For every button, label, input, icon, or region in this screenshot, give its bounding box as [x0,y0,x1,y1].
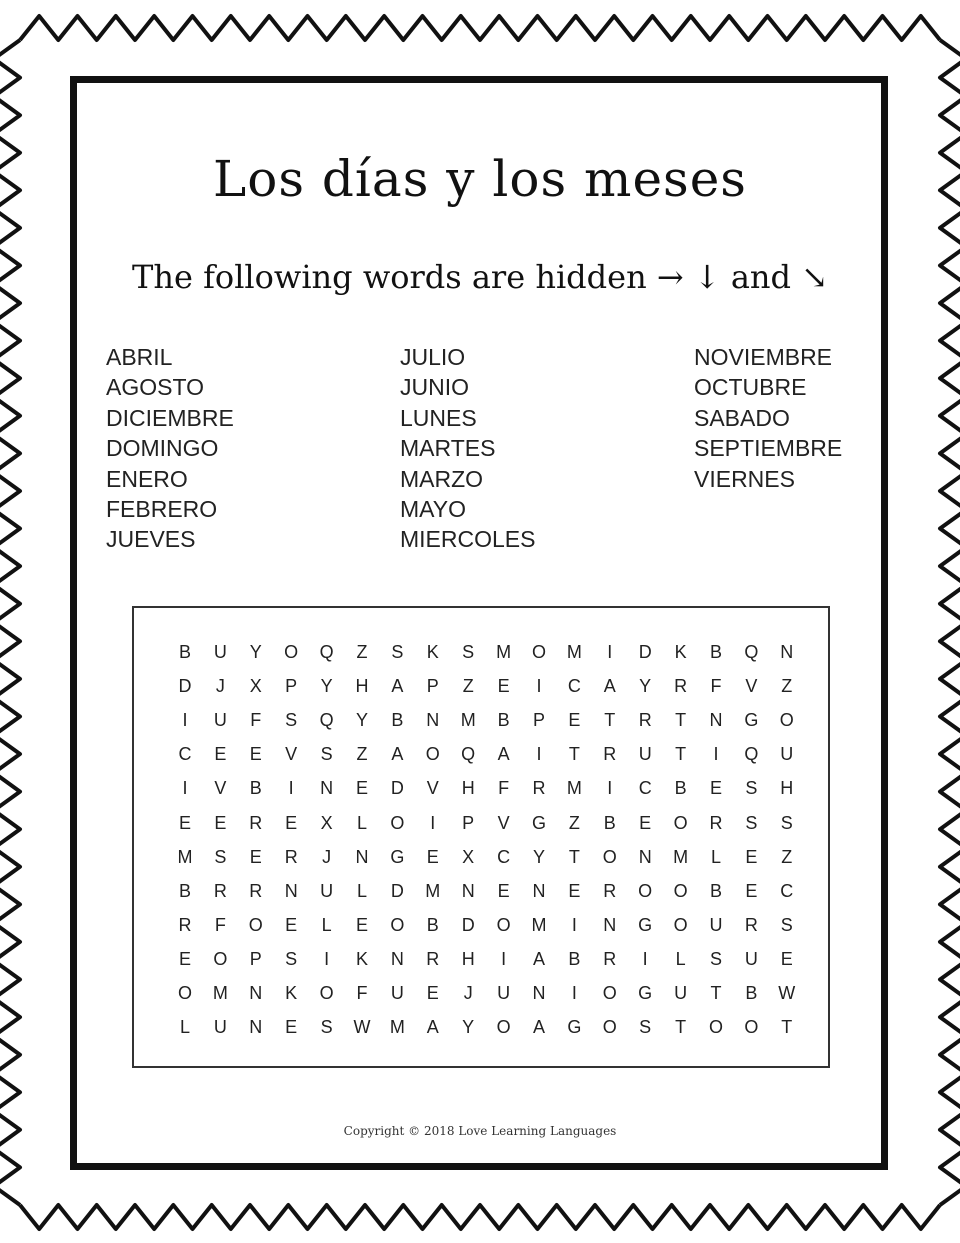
grid-letter: Y [249,642,262,662]
grid-letter: F [214,914,226,935]
grid-letter: A [391,676,404,697]
grid-letter: E [745,880,758,901]
grid-letter: Y [639,676,652,697]
grid-letter: Y [320,676,333,697]
grid-letter: L [356,880,367,901]
grid-letter: O [496,914,511,935]
word-list-item: AGOSTO [106,374,204,401]
grid-letter: E [178,948,191,969]
grid-letter: O [602,1017,617,1038]
word-list-item: NOVIEMBRE [694,344,833,370]
grid-letter: N [426,710,440,731]
grid-letter: X [249,676,262,697]
grid-letter: Q [461,744,476,765]
grid-letter: B [603,812,616,833]
zigzag-edge [20,16,940,40]
grid-letter: C [780,880,794,901]
word-list-item: VIERNES [694,465,795,492]
grid-letter: U [780,744,794,765]
grid-letter: P [462,812,475,833]
grid-letter: X [320,812,333,833]
grid-letter: O [673,880,688,901]
grid-letter: T [604,710,616,731]
grid-letter: Q [319,642,334,662]
page-title: Los días y los meses [213,150,747,208]
grid-letter: H [780,778,794,799]
grid-letter: K [285,983,298,1003]
grid-letter: Q [319,710,334,731]
word-list-item: LUNES [400,404,477,431]
grid-letter: R [284,846,298,867]
grid-letter: O [390,914,405,935]
grid-letter: J [463,983,473,1003]
grid-letter: C [567,676,581,697]
grid-letter: B [745,983,758,1003]
grid-letter: Z [781,846,793,867]
grid-letter: N [249,1017,263,1038]
grid-letter: S [320,1017,333,1038]
grid-letter: W [353,1017,371,1038]
grid-letter: I [501,948,507,969]
grid-letter: I [182,710,188,731]
grid-letter: S [285,948,298,969]
word-list-column-3 [694,342,842,494]
grid-letter: E [497,880,510,901]
grid-letter: P [532,710,545,731]
grid-letter: R [603,880,617,901]
grid-letter: V [214,778,227,799]
grid-letter: U [213,710,227,731]
grid-letter: I [713,744,719,765]
grid-letter: S [320,744,333,765]
grid-letter: E [355,914,368,935]
grid-letter: M [496,642,512,662]
grid-letter: T [675,744,687,765]
grid-letter: G [567,1017,582,1038]
grid-letter: I [324,948,330,969]
grid-letter: M [460,710,476,731]
grid-letter: O [390,812,405,833]
grid-letter: O [213,948,228,969]
grid-letter: G [638,914,653,935]
grid-letter: U [638,744,652,765]
grid-letter: C [638,778,652,799]
grid-letter: I [536,676,542,697]
grid-letter: O [602,846,617,867]
grid-letter: M [389,1017,405,1038]
grid-letter: S [780,914,793,935]
grid-letter: T [710,983,722,1003]
grid-letter: M [177,846,193,867]
grid-letter: M [566,778,582,799]
grid-letter: M [212,983,228,1003]
grid-letter: B [178,642,191,662]
grid-letter: X [462,846,475,867]
word-list-item: DICIEMBRE [106,404,234,431]
grid-letter: E [249,846,262,867]
grid-letter: N [709,710,723,731]
grid-letter: E [497,676,510,697]
word-list-item: DOMINGO [106,435,219,462]
grid-letter: E [285,914,298,935]
grid-letter: I [571,914,577,935]
grid-letter: E [568,710,581,731]
grid-letter: I [288,778,294,799]
grid-letter: O [779,710,794,731]
grid-letter: R [674,676,688,697]
grid-letter: N [355,846,369,867]
grid-letter: P [249,948,262,969]
grid-letter: E [780,948,793,969]
grid-letter: L [675,948,686,969]
grid-letter: O [248,914,263,935]
grid-letter: N [638,846,652,867]
grid-letter: M [531,914,547,935]
grid-letter: H [461,948,475,969]
grid-letter: U [709,914,723,935]
grid-letter: K [355,948,368,969]
grid-letter: B [674,778,687,799]
grid-letter: F [250,710,262,731]
grid-letter: D [390,880,404,901]
grid-letter: I [607,778,613,799]
grid-letter: Q [744,642,759,662]
grid-letter: K [674,642,687,662]
grid-letter: L [321,914,332,935]
grid-letter: E [285,1017,298,1038]
grid-letter: W [778,983,796,1003]
grid-letter: B [426,914,439,935]
grid-letter: N [320,778,334,799]
word-list-item: SEPTIEMBRE [694,435,843,462]
grid-letter: Z [462,676,474,697]
instructions: The following words are hidden → ↓ and ↘ [132,258,828,296]
grid-letter: F [356,983,368,1003]
grid-letter: R [744,914,758,935]
grid-letter: E [745,846,758,867]
zigzag-edge [0,40,20,1205]
grid-letter: Y [462,1017,475,1038]
grid-letter: O [602,983,617,1003]
grid-letter: D [178,676,192,697]
word-list-item: JULIO [400,344,466,370]
zigzag-edge [20,1205,940,1229]
word-list-column-2 [400,342,535,555]
word-list-item: MARTES [400,435,496,462]
grid-letter: N [603,914,617,935]
grid-letter: A [391,744,404,765]
grid-letter: R [709,812,723,833]
grid-letter: D [390,778,404,799]
word-list-item: MIERCOLES [400,526,536,553]
grid-letter: Y [532,846,545,867]
grid-letter: E [249,744,262,765]
grid-letter: R [426,948,440,969]
grid-letter: N [461,880,475,901]
grid-letter: S [745,812,758,833]
word-list-item: ENERO [106,465,188,492]
grid-letter: L [356,812,367,833]
grid-letter: R [532,778,546,799]
grid-letter: E [285,812,298,833]
grid-letter: E [214,744,227,765]
grid-letter: N [532,983,546,1003]
grid-letter: H [461,778,475,799]
word-list-item: JUEVES [106,526,196,553]
grid-letter: K [426,642,439,662]
grid-letter: V [497,812,510,833]
grid-letter: O [638,880,653,901]
grid-letter: J [215,676,225,697]
grid-letter: N [390,948,404,969]
zigzag-edge [940,40,960,1205]
grid-letter: L [179,1017,190,1038]
grid-letter: O [177,983,192,1003]
grid-letter: S [745,778,758,799]
grid-letter: R [249,880,263,901]
grid-letter: Q [744,744,759,765]
word-list-item: SABADO [694,404,790,431]
grid-letter: R [638,710,652,731]
grid-letter: V [745,676,758,697]
grid-letter: M [673,846,689,867]
grid-letter: J [322,846,332,867]
grid-letter: S [462,642,475,662]
grid-letter: T [675,1017,687,1038]
grid-letter: Y [355,710,368,731]
grid-letter: T [568,744,580,765]
grid-letter: M [425,880,441,901]
grid-letter: S [639,1017,652,1038]
grid-letter: U [213,642,227,662]
grid-letter: A [426,1017,439,1038]
grid-letter: E [709,778,722,799]
grid-letter: P [285,676,298,697]
grid-letter: C [178,744,192,765]
grid-letter: G [638,983,653,1003]
grid-letter: F [498,778,510,799]
grid-letter: R [213,880,227,901]
grid-letter: N [284,880,298,901]
word-list-item: FEBRERO [106,496,218,523]
copyright-text: Copyright © 2018 Love Learning Languages [343,1124,617,1138]
grid-letter: U [674,983,688,1003]
grid-letter: I [642,948,648,969]
grid-letter: S [780,812,793,833]
grid-letter: N [780,642,794,662]
grid-letter: F [710,676,722,697]
grid-letter: I [607,642,613,662]
grid-letter: G [390,846,405,867]
grid-letter: E [426,983,439,1003]
grid-letter: L [710,846,721,867]
grid-letter: O [319,983,334,1003]
grid-letter: A [497,744,510,765]
grid-letter: Z [568,812,580,833]
grid-letter: E [178,812,191,833]
grid-letter: R [178,914,192,935]
word-list-item: MARZO [400,465,484,492]
grid-letter: B [709,880,722,901]
grid-letter: U [497,983,511,1003]
grid-letter: D [461,914,475,935]
grid-letter: B [178,880,191,901]
word-list-item: ABRIL [106,344,173,370]
grid-letter: A [532,948,545,969]
grid-letter: V [285,744,298,765]
grid-letter: O [744,1017,759,1038]
grid-letter: A [603,676,616,697]
grid-letter: S [709,948,722,969]
grid-letter: S [285,710,298,731]
grid-letter: S [391,642,404,662]
grid-letter: Z [356,744,368,765]
grid-letter: T [781,1017,793,1038]
grid-letter: Z [356,642,368,662]
grid-letter: R [249,812,263,833]
grid-letter: Z [781,676,793,697]
grid-letter: E [426,846,439,867]
grid-letter: O [531,642,546,662]
grid-letter: B [391,710,404,731]
grid-letter: G [531,812,546,833]
grid-letter: U [744,948,758,969]
grid-letter: U [320,880,334,901]
word-list-item: MAYO [400,496,467,523]
grid-letter: V [426,778,439,799]
grid-letter: M [566,642,582,662]
grid-letter: E [568,880,581,901]
grid-letter: D [638,642,652,662]
grid-letter: P [426,676,439,697]
grid-letter: G [744,710,759,731]
grid-letter: O [425,744,440,765]
grid-letter: B [709,642,722,662]
grid-letter: A [532,1017,545,1038]
grid-letter: B [497,710,510,731]
word-list-item: OCTUBRE [694,374,807,401]
grid-letter: O [673,914,688,935]
grid-letter: I [571,983,577,1003]
grid-letter: B [568,948,581,969]
grid-letter: E [355,778,368,799]
grid-letter: U [213,1017,227,1038]
grid-letter: S [214,846,227,867]
grid-letter: O [708,1017,723,1038]
grid-letter: N [532,880,546,901]
word-list-column-1 [106,342,234,555]
grid-letter: N [249,983,263,1003]
grid-letter: R [603,744,617,765]
grid-letter: E [214,812,227,833]
grid-letter: O [496,1017,511,1038]
grid-letter: U [390,983,404,1003]
grid-letter: I [182,778,188,799]
grid-letter: T [568,846,580,867]
grid-letter: T [675,710,687,731]
grid-letter: O [284,642,299,662]
grid-letter: I [430,812,436,833]
grid-letter: C [497,846,511,867]
grid-letter: E [639,812,652,833]
grid-letter: H [355,676,369,697]
grid-letter: I [536,744,542,765]
word-list-item: JUNIO [400,374,469,401]
grid-letter: B [249,778,262,799]
grid-letter: R [603,948,617,969]
grid-letter: O [673,812,688,833]
